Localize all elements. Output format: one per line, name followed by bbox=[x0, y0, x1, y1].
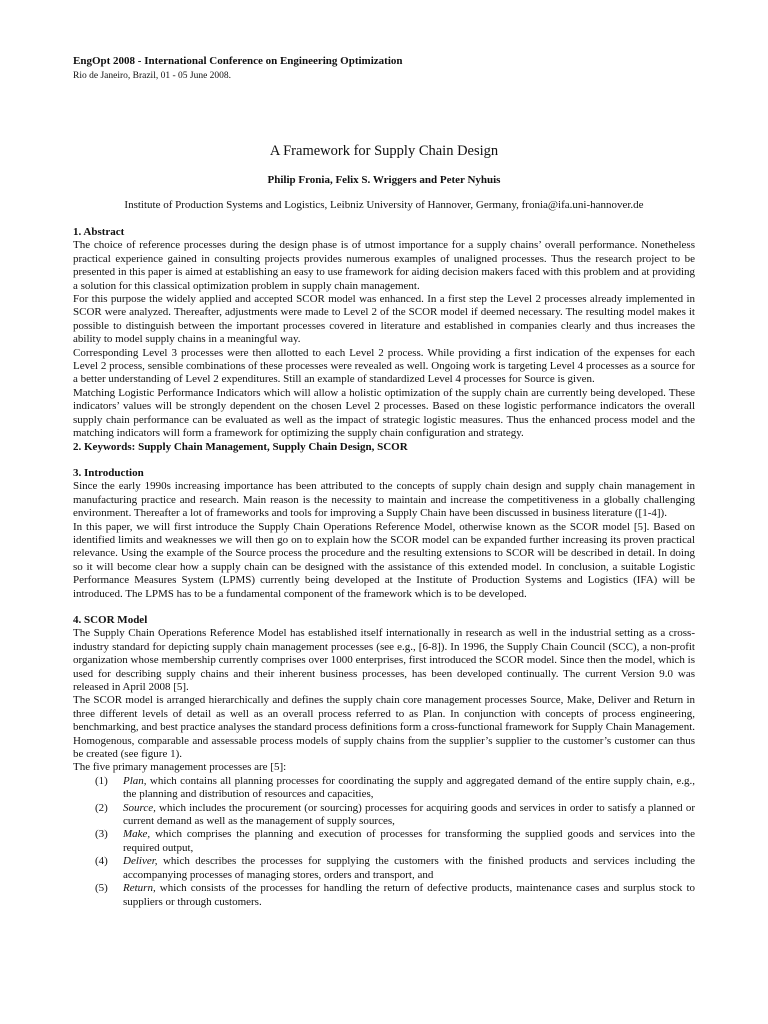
introduction-paragraph: Since the early 1990s increasing importance has been attributed to the concepts of supply chain design and supply chain management in manufacturing practice and research. Main reason is the necessity to maintain and increase the competitiveness in a globally challenging environment. Thereafter a lot of frameworks and tools for improving a Supply Chain have been discussed in business literature ([1-4]). bbox=[73, 480, 695, 520]
keywords-line: 2. Keywords: Supply Chain Management, Supply Chain Design, SCOR bbox=[73, 440, 408, 453]
abstract-paragraph: For this purpose the widely applied and accepted SCOR model was enhanced. In a first step the Level 2 processes already implemented in SCOR were analyzed. Thereafter, adjustments were made to Level 2 of the SCOR model if deemed necessary. The resulting model makes it possible to distinguish between the important processes covered in literature and established in companies clearly and thus increases the ability to model supply chains in a meaningful way. bbox=[73, 293, 695, 346]
list-number: (2) bbox=[95, 801, 108, 814]
list-item bbox=[73, 775, 695, 802]
conference-location: Rio de Janeiro, Brazil, 01 - 05 June 2008. bbox=[73, 71, 232, 81]
process-list bbox=[73, 775, 695, 909]
list-text: which consists of the processes for handling the return of defective products, maintenance cases and surplus stock to suppliers or through customers. bbox=[123, 882, 695, 908]
list-item bbox=[73, 855, 695, 882]
list-item bbox=[73, 802, 695, 829]
scor-paragraph: The five primary management processes are [5]: bbox=[73, 761, 287, 774]
list-term: Deliver, bbox=[123, 855, 158, 868]
list-term: Make, bbox=[123, 828, 151, 841]
section-gap bbox=[73, 454, 695, 467]
list-text: which describes the processes for supplying the customers with the finished products and services including the accompanying processes of managing stores, orders and transport, and bbox=[123, 855, 695, 881]
introduction-paragraph: In this paper, we will first introduce the Supply Chain Operations Reference Model, otherwise known as the SCOR model [5]. Based on identified limits and weaknesses we will then go on to explain how the SCOR model can be expanded further increasing its proven practical relevance. Using the example of the Source process the procedure and the resulting extensions to SCOR will be described in detail. In doing so it will become clear how a supply chain can be designed with the assistance of this extended model. In conclusion, a suitable Logistic Performance Measures System (LPMS) currently being developed at the Institute of Production Systems and Logistics (IFA) will be introduced. The LPMS has to be a fundamental component of the framework which is to be developed. bbox=[73, 520, 695, 600]
conference-title: EngOpt 2008 - International Conference on Engineering Optimization bbox=[73, 55, 403, 67]
scor-heading: 4. SCOR Model bbox=[73, 613, 148, 626]
abstract-paragraph: Corresponding Level 3 processes were then allotted to each Level 2 process. While providing a first indication of the expenses for each Level 2 process, sensible combinations of these processes were revealed as well. Ongoing work is targeting Level 4 processes as a source for a better understanding of Level 2 expenditures. Still an example of standardized Level 4 processes for Source is given. bbox=[73, 346, 695, 386]
list-text: which comprises the planning and execution of processes for transforming the supplied goods and services into the required output, bbox=[123, 828, 695, 854]
list-text: which contains all planning processes for coordinating the supply and aggregated demand of the entire supply chain, e.g., the planning and distribution of resources and capacities, bbox=[123, 774, 695, 801]
abstract-paragraph: Matching Logistic Performance Indicators which will allow a holistic optimization of the supply chain are currently being developed. These indicators’ values will be strongly dependent on the chosen Level 2 processes. Based on these logistic performance indicators the overall supply chain performance can be evaluated as well as the impact of strategic logistic measures. Thus the enhanced process model and the matching indicators will form a framework for optimizing the supply chain configuration and strategy. bbox=[73, 386, 695, 440]
list-item bbox=[73, 882, 695, 909]
section-gap bbox=[73, 601, 695, 614]
list-number: (3) bbox=[95, 828, 108, 841]
list-term: Plan, bbox=[123, 774, 147, 787]
paper-title: A Framework for Supply Chain Design bbox=[269, 143, 499, 159]
affiliation: Institute of Production Systems and Logistics, Leibniz University of Hannover, Germany, fronia@ifa.uni-hannover.de bbox=[124, 199, 644, 211]
introduction-heading: 3. Introduction bbox=[73, 466, 144, 479]
abstract-paragraph: The choice of reference processes during the design phase is of utmost importance for a supply chains’ overall performance. Nonetheless practical experience gained in consulting projects provides numerous examples of unaligned processes. Thus the research project to be presented in this paper is aimed at establishing an easy to use framework for aiding decision makers faced with this problem and at providing a solution for this classical optimization problem in supply chain management. bbox=[73, 239, 695, 292]
abstract-heading: 1. Abstract bbox=[73, 226, 125, 238]
list-term: Source, bbox=[123, 801, 156, 814]
list-text: which includes the procurement (or sourcing) processes for acquiring goods and services in order to satisfy a planned or current demand as well as the management of supply sources, bbox=[123, 801, 695, 828]
list-item bbox=[73, 828, 695, 855]
scor-paragraph: The SCOR model is arranged hierarchically and defines the supply chain core management processes Source, Make, Deliver and Return in three different levels of detail as well as an overall process referred to as Plan. In conjunction with concepts of process engineering, benchmarking, and best practice analyses the standard process definitions form a cross-functional framework for Supply Chain Management. Homogenous, comparable and assessable process models of supply chains from the supplier’s supplier to the customer’s customer can thus be created (see figure 1). bbox=[73, 694, 695, 761]
scor-paragraph: The Supply Chain Operations Reference Model has established itself internationally in research as well in the industrial setting as a cross-industry standard for depicting supply chain management processes (see e.g., [6-8]). In 1996, the Supply Chain Council (SCC), a non-profit organization whose membership currently comprises over 1000 enterprises, first introduced the SCOR model. Since then the model, which is used for describing supply chains and their inherent business processes, has been developed continually. The current Version 9.0 was released in April 2008 [5]. bbox=[73, 627, 695, 693]
list-number: (1) bbox=[95, 774, 108, 787]
paper-body bbox=[73, 226, 695, 909]
list-number: (5) bbox=[95, 882, 108, 895]
authors: Philip Fronia, Felix S. Wriggers and Peter Nyhuis bbox=[267, 174, 501, 186]
list-number: (4) bbox=[95, 855, 108, 868]
list-term: Return, bbox=[123, 882, 156, 895]
